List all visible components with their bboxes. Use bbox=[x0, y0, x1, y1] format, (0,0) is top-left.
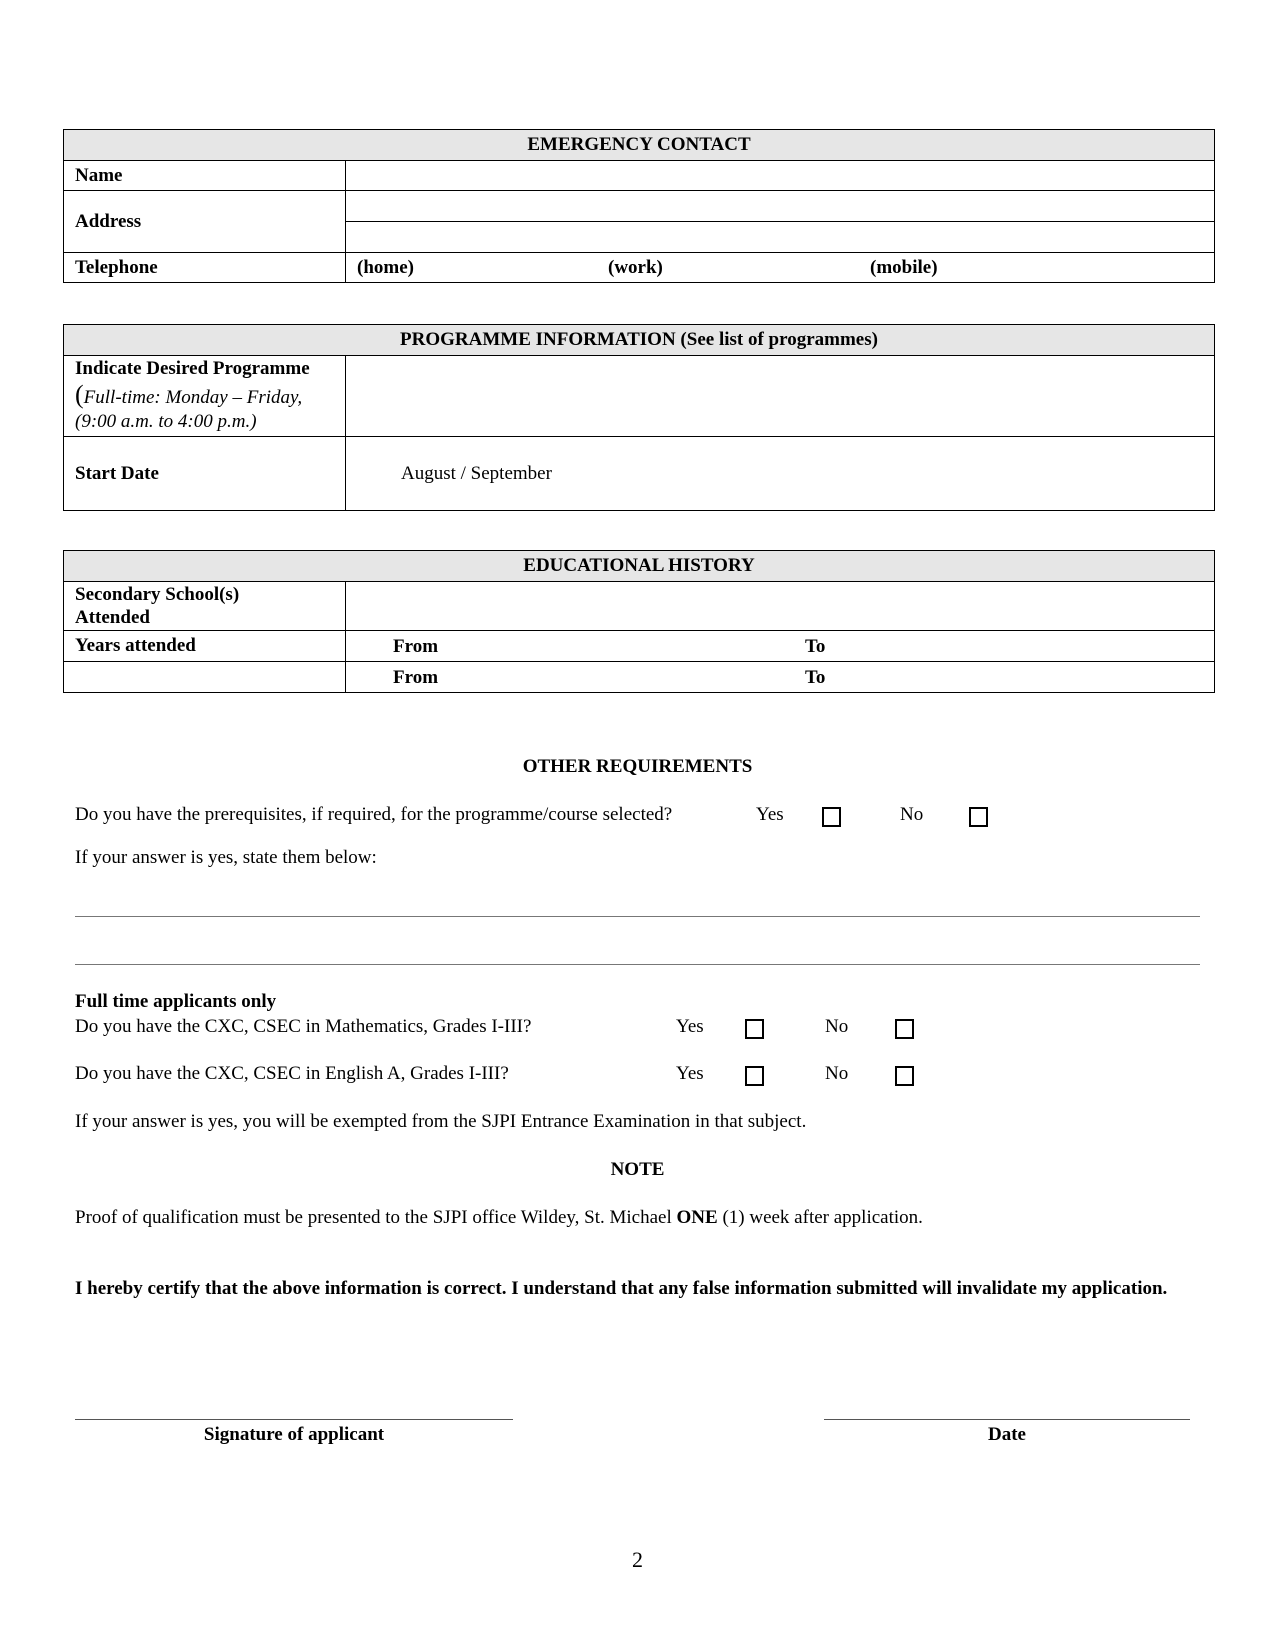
secondary-school-field[interactable] bbox=[346, 582, 1215, 631]
programme-information-table bbox=[63, 324, 1215, 511]
to-label: To bbox=[805, 636, 826, 657]
exemption-note: If your answer is yes, you will be exempted from the SJPI Entrance Examination in that subject. bbox=[75, 1111, 807, 1132]
from-label: From bbox=[393, 636, 439, 657]
from-label: From bbox=[393, 667, 439, 688]
certification-statement: I hereby certify that the above information is correct. I understand that any false information submitted will invalidate my application. bbox=[75, 1278, 1168, 1299]
english-yes-label: Yes bbox=[676, 1063, 704, 1084]
address-label: Address bbox=[64, 191, 346, 253]
math-no-label: No bbox=[825, 1016, 849, 1037]
years-attended-label-blank bbox=[64, 662, 346, 693]
years-attended-label: Years attended bbox=[64, 631, 346, 662]
desired-programme-hours: (9:00 a.m. to 4:00 p.m.) bbox=[75, 411, 257, 432]
date-label: Date bbox=[988, 1424, 1026, 1445]
desired-programme-note: (Full-time: Monday – Friday, bbox=[75, 380, 303, 409]
emergency-contact-title: EMERGENCY CONTACT bbox=[64, 130, 1215, 161]
programme-information-title: PROGRAMME INFORMATION (See list of programmes) bbox=[64, 325, 1215, 356]
other-requirements-title: OTHER REQUIREMENTS bbox=[522, 756, 753, 777]
desired-programme-field[interactable] bbox=[346, 356, 1215, 437]
desired-programme-label-cell bbox=[64, 356, 346, 437]
english-question: Do you have the CXC, CSEC in English A, Grades I-III? bbox=[75, 1063, 509, 1084]
state-below-text: If your answer is yes, state them below: bbox=[75, 847, 377, 868]
to-label: To bbox=[805, 667, 826, 688]
years-attended-field-1[interactable] bbox=[346, 631, 1215, 662]
signature-label: Signature of applicant bbox=[203, 1424, 385, 1445]
prerequisites-yes-checkbox[interactable] bbox=[822, 807, 841, 827]
start-date-label: Start Date bbox=[64, 437, 346, 511]
date-line[interactable] bbox=[824, 1419, 1190, 1420]
note-title: NOTE bbox=[610, 1159, 665, 1180]
work-phone-label: (work) bbox=[608, 256, 663, 278]
math-yes-label: Yes bbox=[676, 1016, 704, 1037]
prerequisites-no-label: No bbox=[900, 804, 924, 825]
name-field[interactable] bbox=[346, 161, 1215, 191]
address-field-line-1[interactable] bbox=[346, 191, 1215, 222]
note-text: Proof of qualification must be presented to the SJPI office Wildey, St. Michael ONE (1) week after application. bbox=[75, 1207, 923, 1228]
prerequisites-no-checkbox[interactable] bbox=[969, 807, 988, 827]
fulltime-applicants-heading: Full time applicants only bbox=[75, 991, 277, 1012]
signature-line[interactable] bbox=[75, 1419, 513, 1420]
emergency-contact-table bbox=[63, 129, 1215, 283]
english-no-label: No bbox=[825, 1063, 849, 1084]
telephone-label: Telephone bbox=[64, 253, 346, 283]
math-yes-checkbox[interactable] bbox=[745, 1019, 764, 1039]
start-date-value: August / September bbox=[346, 437, 1215, 511]
educational-history-title: EDUCATIONAL HISTORY bbox=[64, 551, 1215, 582]
desired-programme-label: Indicate Desired Programme bbox=[75, 358, 310, 379]
telephone-field[interactable] bbox=[346, 253, 1215, 283]
secondary-school-label: Secondary School(s) Attended bbox=[64, 582, 346, 631]
years-attended-field-2[interactable] bbox=[346, 662, 1215, 693]
address-field-line-2[interactable] bbox=[346, 222, 1215, 253]
prerequisites-question: Do you have the prerequisites, if required, for the programme/course selected? bbox=[75, 804, 673, 825]
mobile-phone-label: (mobile) bbox=[870, 256, 938, 278]
educational-history-table bbox=[63, 550, 1215, 693]
english-yes-checkbox[interactable] bbox=[745, 1066, 764, 1086]
english-no-checkbox[interactable] bbox=[895, 1066, 914, 1086]
name-label: Name bbox=[64, 161, 346, 191]
home-phone-label: (home) bbox=[357, 256, 414, 278]
prerequisites-answer-line-1[interactable] bbox=[75, 916, 1200, 917]
prerequisites-yes-label: Yes bbox=[756, 804, 784, 825]
math-no-checkbox[interactable] bbox=[895, 1019, 914, 1039]
page-number: 2 bbox=[632, 1547, 643, 1572]
prerequisites-answer-line-2[interactable] bbox=[75, 964, 1200, 965]
math-question: Do you have the CXC, CSEC in Mathematics, Grades I-III? bbox=[75, 1016, 532, 1037]
